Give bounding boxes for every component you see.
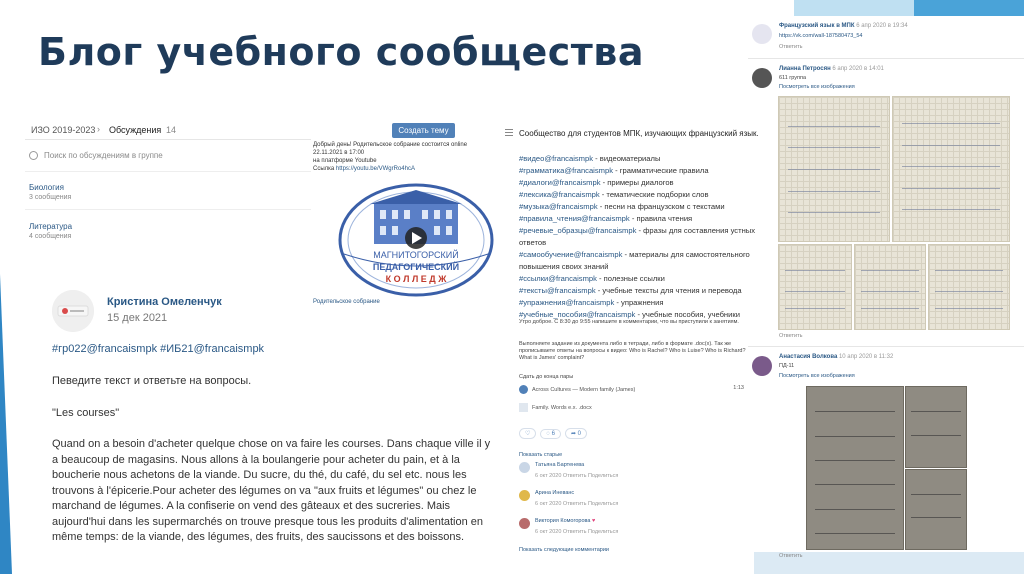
likes-count: 6 xyxy=(551,431,555,437)
avatar[interactable] xyxy=(519,518,530,529)
hashtag-list xyxy=(519,153,769,321)
audio-duration: 1:13 xyxy=(733,385,744,391)
document-icon xyxy=(519,403,528,412)
post-author[interactable]: Лианна Петросян xyxy=(779,66,831,72)
audio-subtitle: Modern family (James) xyxy=(579,386,636,393)
video-caption[interactable]: Родительское собрание xyxy=(313,299,380,305)
show-next-comments[interactable]: Показать следующие комментарии xyxy=(519,547,609,553)
topic-item-literature[interactable] xyxy=(29,222,72,240)
logo-text-2: ПЕДАГОГИЧЕСКИЙ xyxy=(372,262,460,272)
post-note: Сдать до конца пары xyxy=(519,374,574,380)
hashtag-desc: - учебные тексты для чтения и перевода xyxy=(595,286,742,295)
reactions-bar xyxy=(519,428,591,439)
comment-meta[interactable]: 6 окт 2020 Ответить Поделиться xyxy=(535,501,619,507)
hashtag-link[interactable]: #музыка@francaismpk xyxy=(519,202,598,211)
homework-photo[interactable] xyxy=(905,469,967,550)
hashtag-link[interactable]: #грамматика@francaismpk xyxy=(519,166,614,175)
hashtag-desc: - примеры диалогов xyxy=(600,178,674,187)
divider xyxy=(748,58,1024,59)
college-logo xyxy=(336,182,496,298)
view-all-images-link[interactable]: Посмотреть все изображения xyxy=(779,84,855,90)
hashtag-row xyxy=(519,249,769,273)
corner-decoration xyxy=(914,0,1024,16)
avatar[interactable] xyxy=(752,356,772,376)
video-post-line: на платформе Youtube xyxy=(313,158,377,164)
divider xyxy=(25,209,311,210)
discussions-panel xyxy=(25,121,311,261)
hashtag-desc: - видеоматериалы xyxy=(593,154,661,163)
logo-text-3: К О Л Л Е Д Ж xyxy=(385,274,447,284)
homework-photo[interactable] xyxy=(854,244,926,330)
reply-link[interactable]: Ответить xyxy=(779,44,803,50)
left-decoration xyxy=(0,274,12,574)
audio-attachment[interactable]: Across Cultures — Modern family (James) 1:13 xyxy=(519,385,744,394)
hashtag-row xyxy=(519,165,769,177)
hashtag-desc: - тематические подборки слов xyxy=(599,190,709,199)
hashtag-desc: - песни на французском с текстами xyxy=(597,202,725,211)
logo-text-1: МАГНИТОГОРСКИЙ xyxy=(373,250,459,260)
avatar[interactable] xyxy=(52,290,94,332)
reply-link[interactable]: Ответить xyxy=(779,553,803,559)
hashtag-link[interactable]: #видео@francaismpk xyxy=(519,154,594,163)
breadcrumb-group[interactable]: ИЗО 2019-2023 xyxy=(31,125,96,135)
hashtag-link[interactable]: #диалоги@francaismpk xyxy=(519,178,601,187)
hashtag-link[interactable]: #правила_чтения@francaismpk xyxy=(519,214,630,223)
post-body xyxy=(52,374,492,562)
hashtag-link[interactable]: #самообучение@francaismpk xyxy=(519,250,623,259)
video-post-line: 22.11.2021 в 17:00 xyxy=(313,150,365,156)
hashtag-desc: - материалы для самостоятельного повышения своих знаний xyxy=(519,250,750,271)
hashtag-desc: - фразы для составления устных ответов xyxy=(519,226,756,247)
hashtag-row xyxy=(519,189,769,201)
homework-photo[interactable] xyxy=(806,386,904,550)
avatar[interactable] xyxy=(519,462,530,473)
hashtag-row xyxy=(519,201,769,213)
homework-photo[interactable] xyxy=(928,244,1010,330)
hashtag-link[interactable]: #речевые_образцы@francaismpk xyxy=(519,226,637,235)
avatar[interactable] xyxy=(752,68,772,88)
create-topic-button[interactable]: Создать тему xyxy=(392,123,455,138)
document-attachment[interactable] xyxy=(519,403,592,412)
comment-button[interactable]: ◌ 6 xyxy=(540,429,561,439)
video-post-line: Добрый день! Родительское собрание состоится online xyxy=(313,142,468,148)
post-paragraph: Quand on a besoin d'acheter quelque chose on va faire les courses. Dans chaque ville il y a beaucoup de magasins. Nous allons à la boulangerie pour acheter du pain, et à la boucherie nous achetons de la viande. Du sucre, du thé, du café, du sel etc. nous les trouvons à l'épicerie.Pour acheter des légumes on va "aux fruits et légumes" ou chez le marchand de légumes. A la confiserie on vend des gâteaux et des sucreries. Mais aujourd'hui dans les supermarchés on trouve presque tous les produits d'alimentation en même temps: de la viande, des légumes, des fruits, des saucissons et des boissons. xyxy=(52,438,491,543)
menu-icon[interactable] xyxy=(505,129,513,138)
topic-item-biology[interactable] xyxy=(29,183,71,201)
post-paragraph: "Les courses" xyxy=(52,406,120,419)
topic-count: 4 сообщения xyxy=(29,233,72,240)
video-link-label: Ссылка xyxy=(313,166,335,172)
hashtag-link[interactable]: #тексты@francaismpk xyxy=(519,286,596,295)
post-text: ПД-11 xyxy=(779,363,795,369)
search-icon xyxy=(29,151,38,160)
hashtag-desc: - учебные пособия, учебники xyxy=(635,310,740,319)
hashtag-row xyxy=(519,285,769,297)
post-author[interactable]: Кристина Омеленчук xyxy=(107,296,222,308)
avatar-image xyxy=(52,290,94,332)
heart-icon: ♥ xyxy=(591,518,596,524)
image-posts-panel xyxy=(748,16,1024,574)
video-link[interactable]: https://youtu.be/VWgrRo4hcA xyxy=(335,166,415,172)
comment-author[interactable]: Арина Иневанс xyxy=(535,490,575,496)
community-description: Сообщество для студентов МПК, изучающих французский язык. xyxy=(519,129,759,138)
audio-title: Across Cultures xyxy=(532,386,571,393)
homework-photo[interactable] xyxy=(892,96,1010,242)
hashtag-row xyxy=(519,177,769,189)
comment-meta[interactable]: 6 окт 2020 Ответить Поделиться xyxy=(535,473,619,479)
comment-item xyxy=(519,490,618,507)
avatar[interactable] xyxy=(519,490,530,501)
topic-title[interactable]: Биология xyxy=(29,183,64,192)
wall-post xyxy=(40,282,490,562)
chevron-right-icon: › xyxy=(97,124,100,134)
post-date[interactable]: 6 апр 2020 в 19:34 xyxy=(856,23,908,29)
post-author[interactable]: Анастасия Волкова xyxy=(779,354,838,360)
college-logo-video[interactable] xyxy=(336,182,496,298)
post-header xyxy=(779,354,893,360)
post-link[interactable]: https://vk.com/wall-187580473_54 xyxy=(779,33,863,39)
hashtag-row xyxy=(519,213,769,225)
like-button[interactable]: ♡ xyxy=(519,428,536,439)
community-wall xyxy=(503,122,759,562)
repost-count: 0 xyxy=(577,431,582,437)
divider xyxy=(25,171,311,172)
divider xyxy=(748,346,1024,347)
view-all-images-link[interactable]: Посмотреть все изображения xyxy=(779,373,855,379)
homework-photo[interactable] xyxy=(778,244,852,330)
post-date[interactable]: 10 апр 2020 в 11:32 xyxy=(838,354,894,360)
comment-author[interactable]: Татьяна Бартенева xyxy=(535,462,585,468)
post-text: 611 группа xyxy=(779,75,807,81)
topic-count: 3 сообщения xyxy=(29,194,72,201)
slide-title: Блог учебного сообщества xyxy=(38,30,644,74)
comment-item xyxy=(519,462,618,479)
show-earlier-comments[interactable]: Показать старые xyxy=(519,452,563,458)
share-button[interactable]: ➦ 0 xyxy=(565,428,587,439)
post-hashtags[interactable]: #гр022@francaismpk #ИБ21@francaismpk xyxy=(52,343,265,355)
hashtag-desc: - полезные ссылки xyxy=(596,274,665,283)
discussions-header xyxy=(25,121,311,140)
comment-author[interactable]: Виктория Комогорова xyxy=(535,518,591,524)
search-placeholder: Поиск по обсуждениям в группе xyxy=(44,151,163,160)
comment-item xyxy=(519,518,618,535)
hashtag-row xyxy=(519,273,769,285)
topic-title[interactable]: Литература xyxy=(29,222,73,231)
post-paragraph: Певедите текст и ответьте на вопросы. xyxy=(52,375,252,387)
video-post-text xyxy=(313,141,493,173)
avatar[interactable] xyxy=(752,24,772,44)
hashtag-link[interactable]: #ссылки@francaismpk xyxy=(519,274,597,283)
document-title: Family. Words e.x. .docx xyxy=(532,404,592,411)
hashtag-desc: - грамматические правила xyxy=(613,166,709,175)
post-author[interactable]: Французский язык в МПК xyxy=(779,23,855,29)
breadcrumb-discussions: Обсуждения xyxy=(109,125,162,135)
discussions-count: 14 xyxy=(166,125,177,135)
post-note: Выполняете задание из документа либо в тетради, либо в формате .doc(x). Так же прописываете ответы на вопросы к видео: Who is Rachel? Who is Luise? Who is Richard? What is James' complaint? xyxy=(519,341,746,361)
corner-decoration-light xyxy=(794,0,914,16)
discussion-search[interactable] xyxy=(29,151,163,160)
hashtag-row xyxy=(519,225,769,249)
homework-photo[interactable] xyxy=(778,96,890,242)
hashtag-desc: - упражнения xyxy=(614,298,664,307)
hashtag-row xyxy=(519,153,769,165)
play-icon[interactable] xyxy=(519,385,528,394)
hashtag-row xyxy=(519,297,769,309)
post-header xyxy=(779,66,884,72)
hashtag-desc: - правила чтения xyxy=(629,214,693,223)
reply-link[interactable]: Ответить xyxy=(779,333,803,339)
post-note: Утро доброе. С 8:30 до 9:55 напишите в комментарии, что вы приступили к занятиям. xyxy=(519,319,739,325)
hashtag-link[interactable]: #учебные_пособия@francaismpk xyxy=(519,310,636,319)
post-date[interactable]: 15 дек 2021 xyxy=(107,312,168,324)
hashtag-link[interactable]: #упражнения@francaismpk xyxy=(519,298,615,307)
video-post-link-row xyxy=(313,165,493,173)
homework-photo[interactable] xyxy=(905,386,967,468)
post-date[interactable]: 6 апр 2020 в 14:01 xyxy=(832,66,884,72)
hashtag-link[interactable]: #лексика@francaismpk xyxy=(519,190,600,199)
comment-meta[interactable]: 6 окт 2020 Ответить Поделиться xyxy=(535,529,619,535)
post-header xyxy=(779,23,908,29)
